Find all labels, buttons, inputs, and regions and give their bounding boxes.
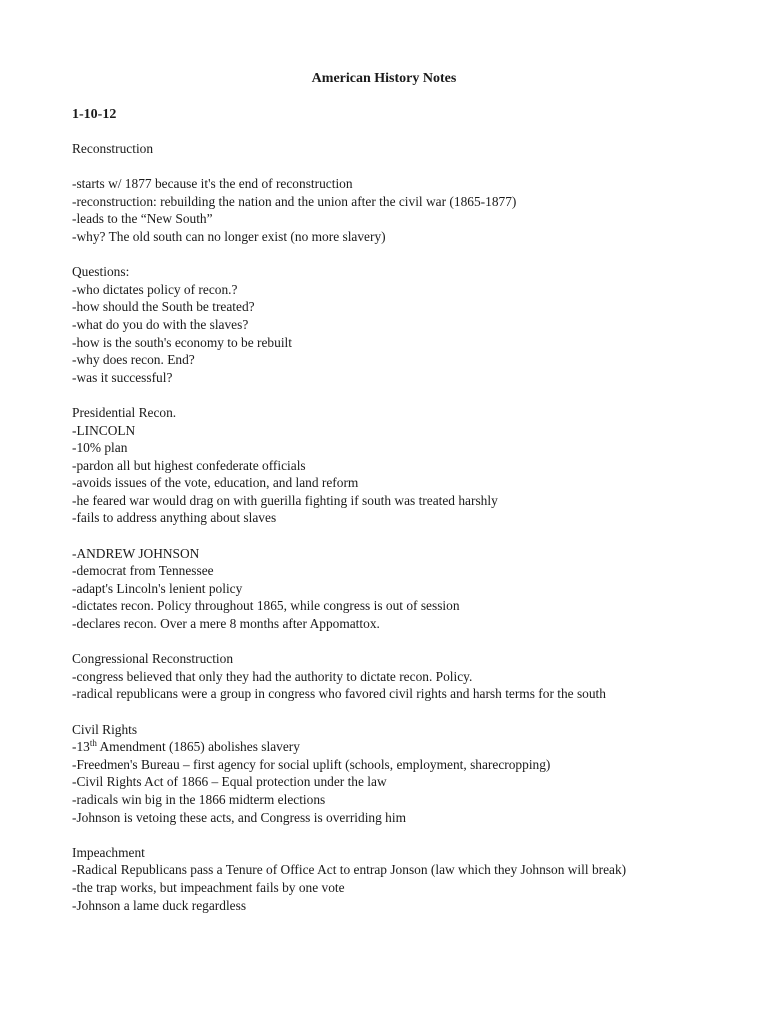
note-line: -what do you do with the slaves?	[72, 316, 249, 332]
note-line: -congress believed that only they had the authority to dictate recon. Policy.	[72, 668, 473, 684]
section-heading: Congressional Reconstruction	[72, 651, 234, 667]
section-heading: Impeachment	[72, 844, 145, 860]
note-line: -avoids issues of the vote, education, and land reform	[72, 475, 359, 491]
section-questions	[72, 263, 722, 386]
notes-date: 1-10-12	[72, 107, 117, 122]
note-line: -declares recon. Over a mere 8 months after Appomattox.	[72, 616, 380, 632]
note-line: -ANDREW JOHNSON	[72, 545, 200, 561]
note-line: -starts w/ 1877 because it's the end of reconstruction	[72, 176, 353, 192]
note-line: -10% plan	[72, 440, 128, 456]
document-title: American History Notes	[311, 71, 457, 86]
note-line: -radical republicans were a group in congress who favored civil rights and harsh terms for the south	[72, 686, 606, 702]
note-line: -adapt's Lincoln's lenient policy	[72, 580, 243, 596]
note-line: -dictates recon. Policy throughout 1865, while congress is out of session	[72, 598, 460, 614]
section-heading: Civil Rights	[72, 721, 138, 737]
note-line: -LINCOLN	[72, 422, 136, 438]
section-presidential-recon	[72, 404, 722, 527]
section-congressional-reconstruction	[72, 650, 722, 703]
section-heading: Presidential Recon.	[72, 404, 177, 420]
note-line: -leads to the “New South”	[72, 211, 213, 227]
section-reconstruction	[72, 140, 722, 246]
section-andrew-johnson	[72, 545, 722, 633]
note-line: -reconstruction: rebuilding the nation and the union after the civil war (1865-1877)	[72, 193, 517, 209]
note-line: -Freedmen's Bureau – first agency for social uplift (schools, employment, sharecropping)	[72, 756, 551, 772]
note-line: -how should the South be treated?	[72, 299, 255, 315]
note-line-amendment	[72, 738, 722, 756]
note-line: -he feared war would drag on with guerilla fighting if south was treated harshly	[72, 492, 498, 508]
amendment-prefix: -13	[72, 739, 90, 755]
note-line: -Civil Rights Act of 1866 – Equal protection under the law	[72, 774, 387, 790]
amendment-text: Amendment (1865) abolishes slavery	[96, 739, 300, 755]
note-line: -Johnson a lame duck regardless	[72, 897, 247, 913]
section-civil-rights	[72, 721, 722, 827]
note-line: -pardon all but highest confederate officials	[72, 457, 306, 473]
note-line: -the trap works, but impeachment fails by one vote	[72, 879, 345, 895]
note-line: -why? The old south can no longer exist (no more slavery)	[72, 228, 386, 244]
note-line: -was it successful?	[72, 369, 173, 385]
note-line: -radicals win big in the 1866 midterm elections	[72, 791, 326, 807]
section-heading: Questions:	[72, 264, 130, 280]
note-line: -democrat from Tennessee	[72, 563, 214, 579]
notes-body	[72, 140, 722, 932]
note-line: -how is the south's economy to be rebuilt	[72, 334, 292, 350]
note-line: -who dictates policy of recon.?	[72, 281, 238, 297]
note-line: -Radical Republicans pass a Tenure of Office Act to entrap Jonson (law which they Johnson will break)	[72, 862, 627, 878]
section-impeachment	[72, 844, 722, 914]
amendment-superscript: th	[89, 738, 97, 749]
note-line: -why does recon. End?	[72, 352, 195, 368]
note-line: -fails to address anything about slaves	[72, 510, 277, 526]
section-heading: Reconstruction	[72, 141, 154, 156]
note-line: -Johnson is vetoing these acts, and Congress is overriding him	[72, 809, 406, 825]
